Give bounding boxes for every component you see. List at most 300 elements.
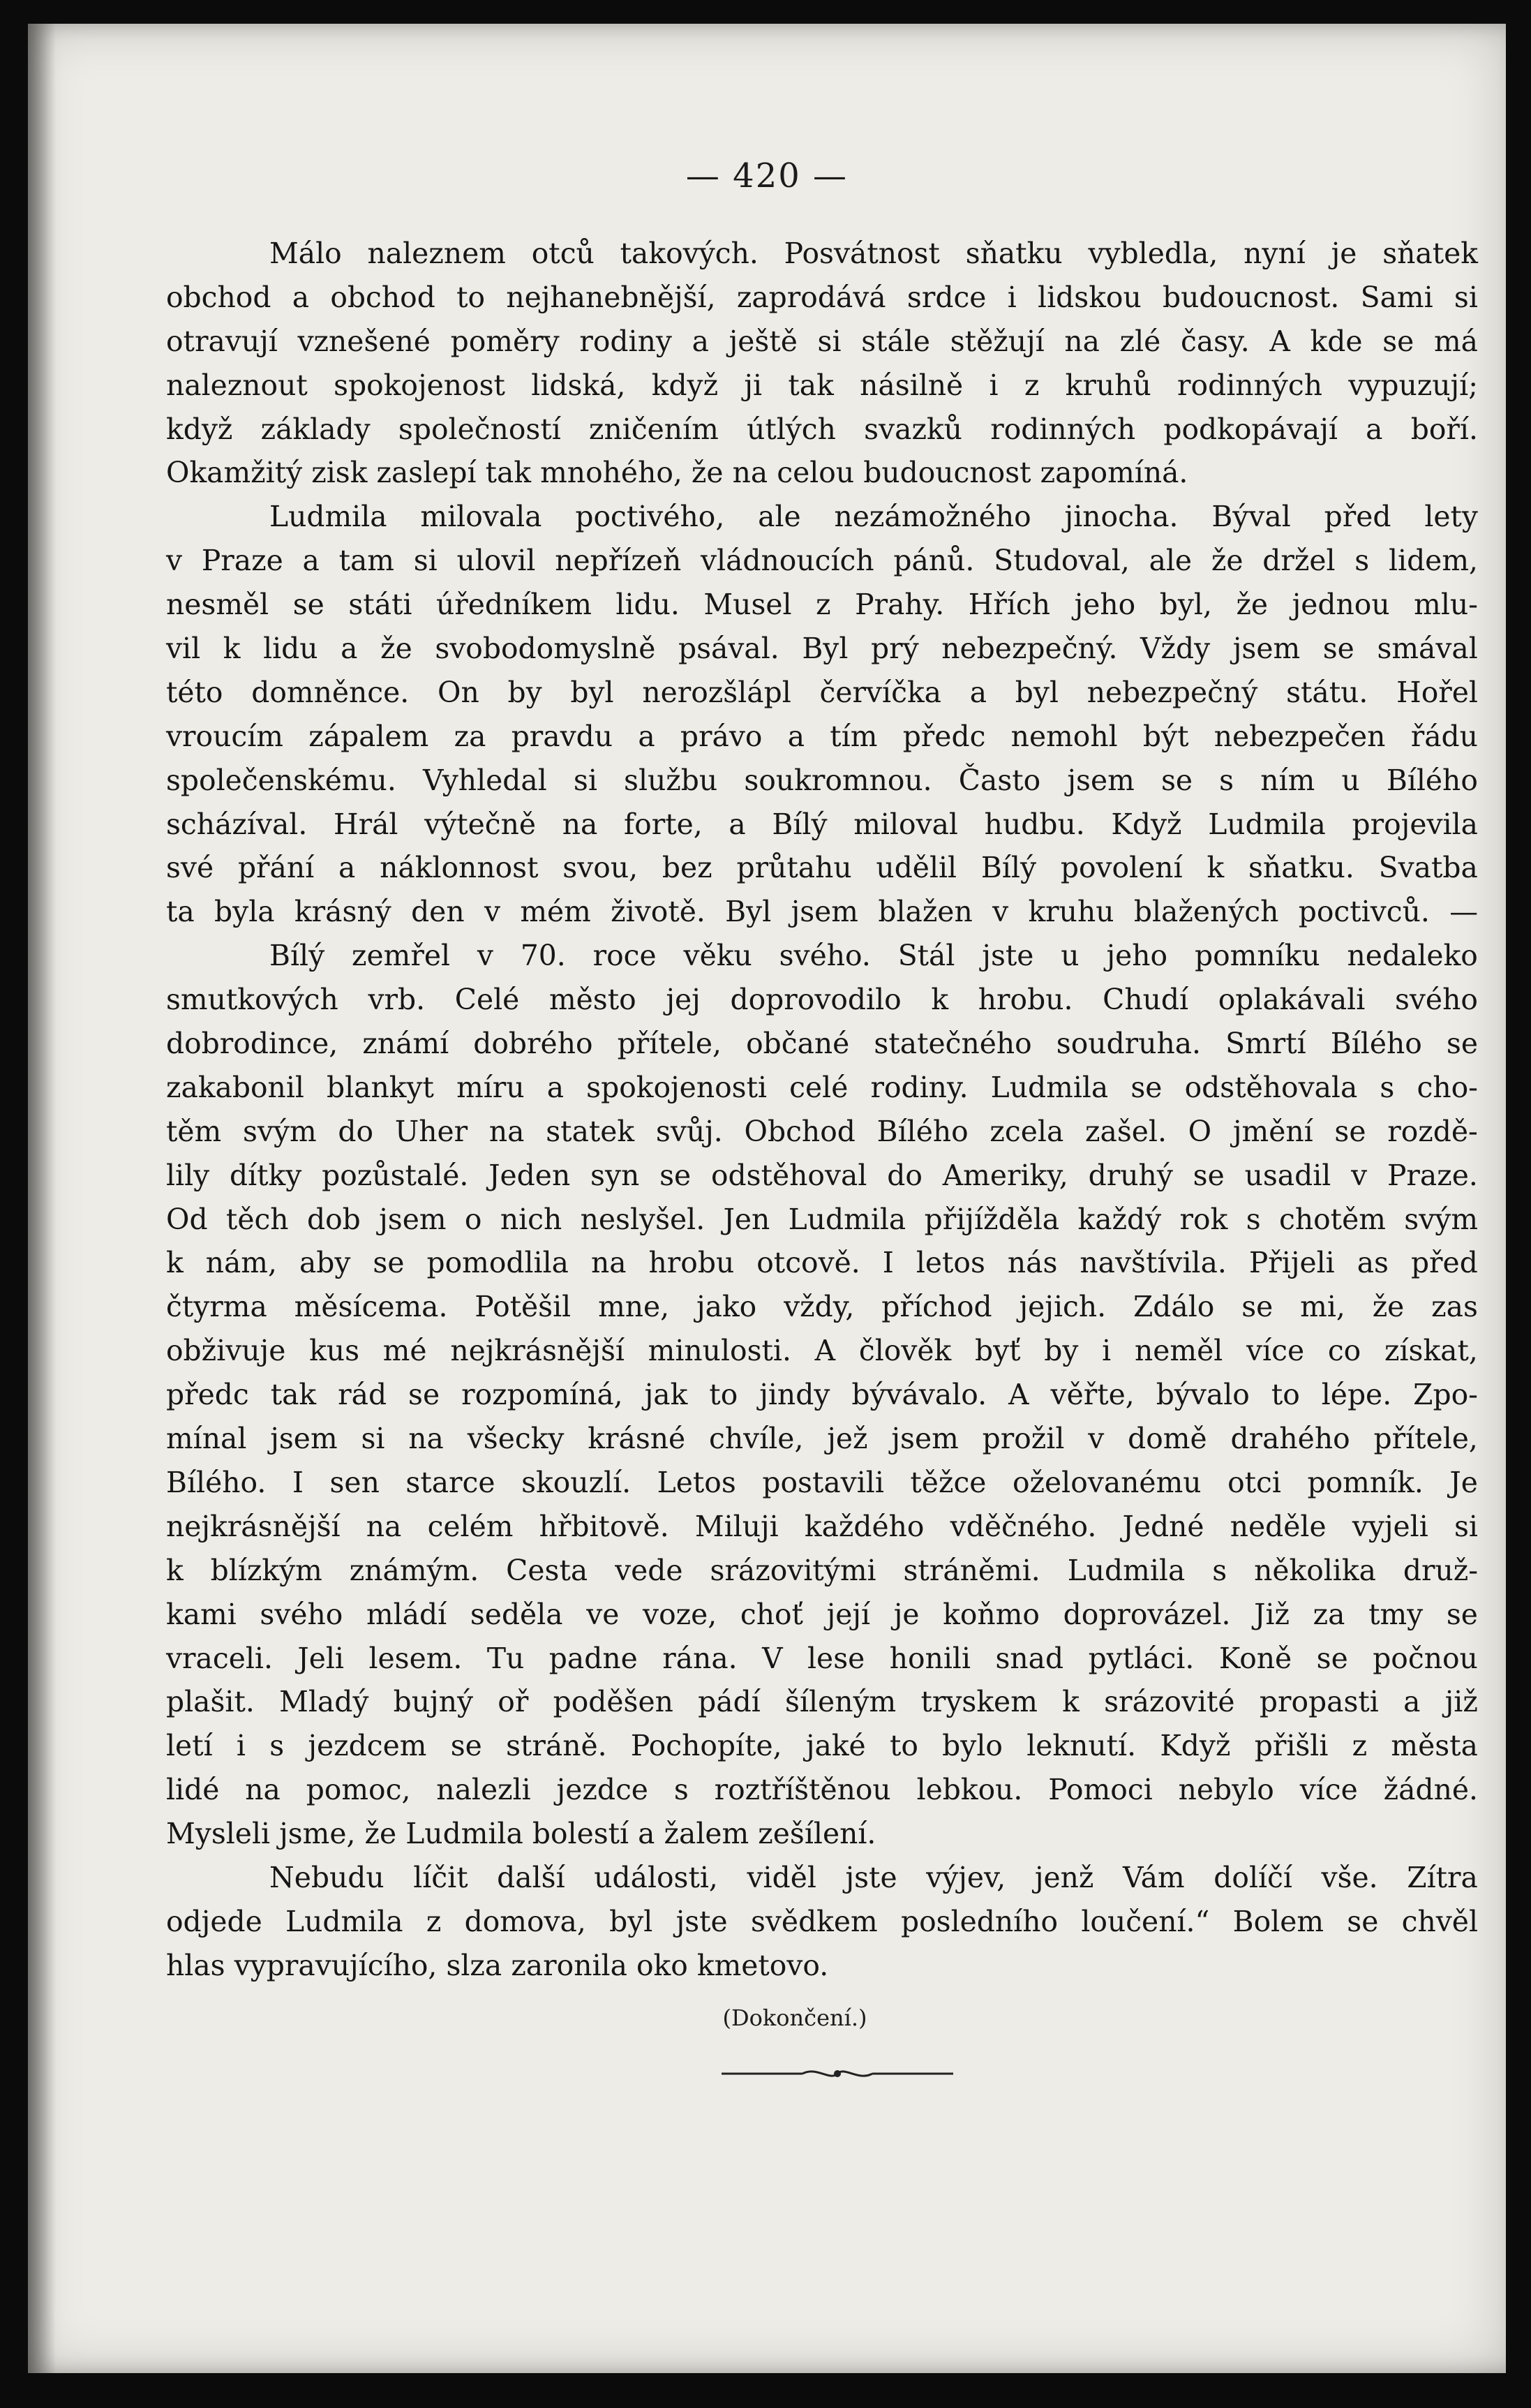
word: Ludmila <box>990 1070 1109 1104</box>
word: této <box>166 675 223 709</box>
word: jeho <box>1106 939 1168 973</box>
word: s <box>269 1729 285 1763</box>
word: nesměl <box>166 588 269 622</box>
word: oželovanému <box>1012 1465 1202 1499</box>
word: nás <box>1007 1246 1058 1280</box>
word: si <box>413 544 438 578</box>
word: k <box>931 983 949 1017</box>
word: a <box>787 719 805 753</box>
word: srdce <box>906 280 987 314</box>
word: leknutí. <box>1026 1729 1137 1763</box>
word: Mysleli <box>166 1817 271 1851</box>
word: dobrého <box>473 1027 593 1061</box>
word: službu <box>624 763 718 797</box>
word: byl, <box>1159 588 1212 622</box>
word: neděle <box>1230 1509 1327 1543</box>
word: vypravujícího, <box>234 1948 438 1982</box>
text-line <box>166 1505 1478 1549</box>
word: jej <box>666 983 701 1017</box>
word: oko <box>636 1948 688 1982</box>
word: Často <box>958 763 1041 797</box>
word: ale <box>758 500 801 534</box>
word: Zdálo <box>1133 1290 1215 1324</box>
word: spokojenost <box>334 368 505 402</box>
word: choť <box>740 1597 803 1631</box>
word: si <box>817 324 842 358</box>
word: občané <box>746 1027 850 1061</box>
text-line <box>166 934 1478 978</box>
word: podkopávají <box>1163 412 1338 446</box>
word: Byl <box>802 632 849 666</box>
word: v <box>484 895 500 929</box>
word: letí <box>166 1729 213 1763</box>
word: Ludmila <box>1067 1553 1186 1587</box>
word: Málo <box>269 237 342 270</box>
word: roce <box>592 939 657 973</box>
text-line <box>166 1241 1478 1285</box>
word: chvíle, <box>709 1422 804 1456</box>
word: každý <box>1077 1202 1162 1236</box>
word: psával. <box>678 632 779 666</box>
word: letos <box>916 1246 985 1280</box>
word: i <box>1007 280 1017 314</box>
text-line <box>166 1900 1478 1944</box>
word: Praze <box>201 544 283 578</box>
word: rád <box>338 1378 387 1412</box>
word: státu. <box>1286 675 1368 709</box>
word: V <box>762 1641 783 1675</box>
word: a <box>1366 412 1383 446</box>
word: Studoval, <box>994 544 1130 578</box>
word: lidu <box>263 632 318 666</box>
word: mínal <box>166 1422 247 1456</box>
word: město <box>548 983 636 1017</box>
word: zakabonil <box>166 1070 304 1104</box>
word: líčit <box>413 1860 468 1894</box>
word: drahého <box>1230 1422 1350 1456</box>
word: mládí <box>366 1597 447 1631</box>
word: Koně <box>1218 1641 1292 1675</box>
word: rodiny. <box>870 1070 969 1104</box>
word: lidskou <box>1038 280 1142 314</box>
word: s <box>1354 544 1370 578</box>
word: těm <box>166 1114 222 1148</box>
word: předc <box>166 1378 249 1412</box>
word: dítky <box>230 1158 302 1192</box>
word: otci <box>1227 1465 1281 1499</box>
text-line <box>166 1154 1478 1198</box>
text-line <box>166 715 1478 759</box>
word: dolíčí <box>1213 1860 1292 1894</box>
word: jste <box>675 1904 728 1938</box>
word: všecky <box>467 1422 565 1456</box>
word: lily <box>166 1158 210 1192</box>
word: oř <box>498 1685 529 1719</box>
word: sňatku <box>965 237 1063 270</box>
word: tak <box>788 368 834 402</box>
word: odjede <box>166 1904 262 1938</box>
word: se <box>450 1729 482 1763</box>
word: se <box>1241 1290 1274 1324</box>
word: Hořel <box>1396 675 1478 709</box>
word: pytláci. <box>1088 1641 1195 1675</box>
word: stále <box>861 324 931 358</box>
word: tím <box>830 719 878 753</box>
word: Miluji <box>694 1509 779 1543</box>
word: jste <box>845 1860 897 1894</box>
word: sen <box>329 1465 380 1499</box>
text-line <box>166 408 1478 452</box>
text-line <box>166 276 1478 320</box>
word: se <box>1334 1114 1366 1148</box>
word: Prahy. <box>855 588 945 622</box>
word: jež <box>827 1422 868 1456</box>
word: Bílého <box>1386 763 1478 797</box>
word: Když <box>1160 1729 1231 1763</box>
word: Sami <box>1360 280 1433 314</box>
text-line <box>166 1680 1478 1724</box>
word: Bílého <box>1330 1027 1422 1061</box>
word: a <box>546 1070 565 1104</box>
text-line <box>166 583 1478 627</box>
word: nerozšlápl <box>642 675 791 709</box>
word: jsme, <box>279 1817 356 1851</box>
word: se <box>1382 324 1414 358</box>
word: starce <box>405 1465 495 1499</box>
word: na <box>488 1114 525 1148</box>
word: honili <box>889 1641 971 1675</box>
word: vyjeli <box>1352 1509 1428 1543</box>
word: před <box>1324 500 1391 534</box>
word: míru <box>456 1070 525 1104</box>
word: vládnoucích <box>700 544 874 578</box>
word: výtečně <box>424 807 537 841</box>
word: Ludmila <box>788 1202 906 1236</box>
word: i <box>989 368 999 402</box>
word: svůj. <box>655 1114 723 1148</box>
word: Ludmila <box>1208 807 1326 841</box>
text-line <box>166 364 1478 408</box>
word: Bílý <box>772 807 828 841</box>
word: Bílého. <box>166 1465 267 1499</box>
word: Jedné <box>1122 1509 1204 1543</box>
text-line <box>166 320 1478 364</box>
word: Je <box>1449 1465 1478 1499</box>
word: jmění <box>1232 1114 1313 1148</box>
word: zcela <box>989 1114 1064 1148</box>
word: propasti <box>1259 1685 1379 1719</box>
word: Celé <box>454 983 520 1017</box>
word: navštívila. <box>1080 1246 1227 1280</box>
word: na <box>732 456 768 490</box>
word: rodinných <box>990 412 1136 446</box>
word: Bílého <box>876 1114 969 1148</box>
word: by <box>507 675 542 709</box>
word: a <box>292 280 310 314</box>
word: Bílý <box>269 939 325 973</box>
word: tak <box>270 1378 317 1412</box>
word: ulovil <box>456 544 536 578</box>
word: a <box>729 807 746 841</box>
word: že <box>1236 588 1269 622</box>
word: boří. <box>1410 412 1478 446</box>
word: A <box>1008 1378 1029 1412</box>
word: hlas <box>166 1948 225 1982</box>
word: jenž <box>1034 1860 1094 1894</box>
word: je <box>893 1597 920 1631</box>
word: bývalo <box>1156 1378 1250 1412</box>
word: otců <box>531 237 595 270</box>
word: se <box>1446 1597 1478 1631</box>
word: Přijeli <box>1248 1246 1335 1280</box>
word: nebylo <box>1178 1773 1274 1807</box>
word: Uher <box>394 1114 468 1148</box>
word: krásný <box>294 895 391 929</box>
word: soukromnou. <box>744 763 932 797</box>
word: Cesta <box>506 1553 588 1587</box>
word: vybledla, <box>1088 237 1218 270</box>
word: scházíval. <box>166 807 308 841</box>
word: obživuje <box>166 1334 286 1368</box>
word: rodinných <box>1177 368 1322 402</box>
word: žádné. <box>1383 1773 1478 1807</box>
word: lidem, <box>1388 544 1478 578</box>
word: tmy <box>1368 1597 1424 1631</box>
word: získat, <box>1384 1334 1478 1368</box>
word: kus <box>309 1334 360 1368</box>
word: hrobu. <box>978 983 1073 1017</box>
word: to <box>1271 1378 1300 1412</box>
word: A <box>814 1334 836 1368</box>
word: jsem <box>791 895 858 929</box>
word: projevila <box>1352 807 1478 841</box>
word: nalezli <box>436 1773 531 1807</box>
word: je <box>1331 237 1357 270</box>
word: nedaleko <box>1347 939 1478 973</box>
word: zašel. <box>1085 1114 1167 1148</box>
word: budoucnost <box>863 456 1031 490</box>
word: svou, <box>562 851 638 885</box>
word: chotěm <box>1279 1202 1386 1236</box>
word: ta <box>166 895 195 929</box>
word: na <box>1064 324 1100 358</box>
word: naleznem <box>367 237 506 270</box>
word: a <box>638 719 655 753</box>
word: Vám <box>1122 1860 1185 1894</box>
word: vypuzují; <box>1348 368 1478 402</box>
text-line <box>166 1285 1478 1329</box>
word: počnou <box>1373 1641 1478 1675</box>
word: mne, <box>598 1290 670 1324</box>
word: nejkrásnější <box>450 1334 625 1368</box>
word: v <box>166 544 183 578</box>
closing-note: (Dokončení.) <box>722 2005 867 2031</box>
word: syn <box>590 1158 640 1192</box>
word: za <box>454 719 486 753</box>
word: udělil <box>876 851 957 885</box>
word: a <box>692 324 709 358</box>
word: milovala <box>420 500 542 534</box>
word: postavili <box>762 1465 884 1499</box>
ornament-divider-icon <box>719 2065 956 2083</box>
word: chvěl <box>1401 1904 1478 1938</box>
word: útlých <box>747 412 836 446</box>
word: k <box>223 632 241 666</box>
word: jak <box>644 1378 688 1412</box>
word: byla <box>214 895 275 929</box>
word: přítele, <box>1373 1422 1478 1456</box>
word: to <box>889 1729 918 1763</box>
word: naleznout <box>166 368 308 402</box>
word: Jen <box>723 1202 770 1236</box>
word: zaslepí <box>376 456 477 490</box>
word: seděla <box>470 1597 563 1631</box>
word: jste <box>982 939 1034 973</box>
word: lety <box>1424 500 1478 534</box>
word: vrb. <box>368 983 426 1017</box>
word: poctivců. <box>1298 895 1430 929</box>
word: věřte, <box>1050 1378 1135 1412</box>
word: i <box>236 1729 246 1763</box>
word: státi <box>348 588 412 622</box>
word: svého <box>1394 983 1478 1017</box>
word: svého. <box>779 939 871 973</box>
word: a <box>341 632 358 666</box>
word: v <box>1351 1158 1368 1192</box>
word: vždy, <box>784 1290 855 1324</box>
word: nezámožného <box>834 500 1031 534</box>
word: jezdce <box>556 1773 648 1807</box>
word: nám, <box>205 1246 277 1280</box>
word: sňatku. <box>1248 851 1354 885</box>
word: ve <box>586 1597 620 1631</box>
word: byl <box>570 675 614 709</box>
word: vznešené <box>297 324 431 358</box>
word: celou <box>777 456 855 490</box>
word: těch <box>225 1202 289 1236</box>
word: zaprodává <box>736 280 886 314</box>
word: s <box>673 1773 689 1807</box>
word: celé <box>789 1070 849 1104</box>
text-line <box>166 846 1478 890</box>
word: aby <box>299 1246 351 1280</box>
word: vše. <box>1321 1860 1378 1894</box>
word: pozůstalé. <box>322 1158 469 1192</box>
word: posledního <box>900 1904 1059 1938</box>
word: svazků <box>864 412 962 446</box>
word: I <box>292 1465 304 1499</box>
word: bolestí <box>532 1817 629 1851</box>
word: povolení <box>1060 851 1183 885</box>
word: věku <box>683 939 752 973</box>
word: Již <box>1254 1597 1290 1631</box>
word: Nebudu <box>269 1860 384 1894</box>
word: cho- <box>1417 1070 1478 1104</box>
word: Praze. <box>1387 1158 1478 1192</box>
word: z <box>426 1904 442 1938</box>
word: Vyhledal <box>422 763 547 797</box>
word: že <box>691 456 724 490</box>
word: svým <box>242 1114 317 1148</box>
word: by <box>1044 1334 1079 1368</box>
word: těžce <box>910 1465 987 1499</box>
word: pánů. <box>893 544 975 578</box>
word: události, <box>594 1860 718 1894</box>
word: jako <box>696 1290 757 1324</box>
word: pomodlila <box>426 1246 569 1280</box>
word: tam <box>338 544 394 578</box>
word: Potěšil <box>475 1290 572 1324</box>
word: s <box>1219 763 1234 797</box>
word: Svatba <box>1378 851 1478 885</box>
word: bývávalo. <box>851 1378 987 1412</box>
word: doprovázel. <box>1063 1597 1231 1631</box>
word: šíleným <box>785 1685 897 1719</box>
word: takových. <box>620 237 759 270</box>
text-line <box>166 1768 1478 1812</box>
word: viděl <box>747 1860 816 1894</box>
word: se <box>1130 1070 1163 1104</box>
word: vroucím <box>166 719 283 753</box>
text-line <box>166 1373 1478 1417</box>
word: na <box>408 1422 444 1456</box>
word: Bolem <box>1232 1904 1324 1938</box>
word: On <box>438 675 479 709</box>
word: její <box>826 1597 871 1631</box>
word: žalem <box>664 1817 749 1851</box>
word: blízkým <box>210 1553 322 1587</box>
page-number: — 420 — <box>685 156 849 195</box>
word: domě <box>1128 1422 1207 1456</box>
word: že <box>1372 1290 1405 1324</box>
word: mnohého, <box>540 456 682 490</box>
word: k <box>166 1553 184 1587</box>
word: poděšen <box>553 1685 673 1719</box>
word: své <box>166 851 214 885</box>
word: každého <box>804 1509 925 1543</box>
word: prý <box>871 632 919 666</box>
scanned-page <box>28 24 1506 2373</box>
word: že <box>380 632 412 666</box>
word: pomoc, <box>306 1773 411 1807</box>
word: dobrodince, <box>166 1027 338 1061</box>
text-line <box>166 495 1478 539</box>
word: se <box>373 1246 405 1280</box>
word: jsem <box>379 1202 447 1236</box>
word: se <box>1322 632 1354 666</box>
word: má <box>1433 324 1478 358</box>
text-line <box>166 232 1478 276</box>
word: že <box>364 1817 397 1851</box>
word: kruhů <box>1065 368 1151 402</box>
text-line <box>166 890 1478 934</box>
word: že <box>1211 544 1244 578</box>
word: jsem <box>1232 632 1301 666</box>
word: Ameriky, <box>942 1158 1068 1192</box>
word: kami <box>166 1597 237 1631</box>
word: čtyrma <box>166 1290 267 1324</box>
word: jsem <box>1067 763 1135 797</box>
word: lidé <box>166 1773 220 1807</box>
word: byl <box>609 1904 653 1938</box>
word: Když <box>1111 807 1182 841</box>
word: zas <box>1431 1290 1478 1324</box>
word: výjev, <box>926 1860 1006 1894</box>
word: si <box>573 763 597 797</box>
word: úředníkem <box>435 588 592 622</box>
word: Jeden <box>488 1158 571 1192</box>
word: přijížděla <box>924 1202 1060 1236</box>
